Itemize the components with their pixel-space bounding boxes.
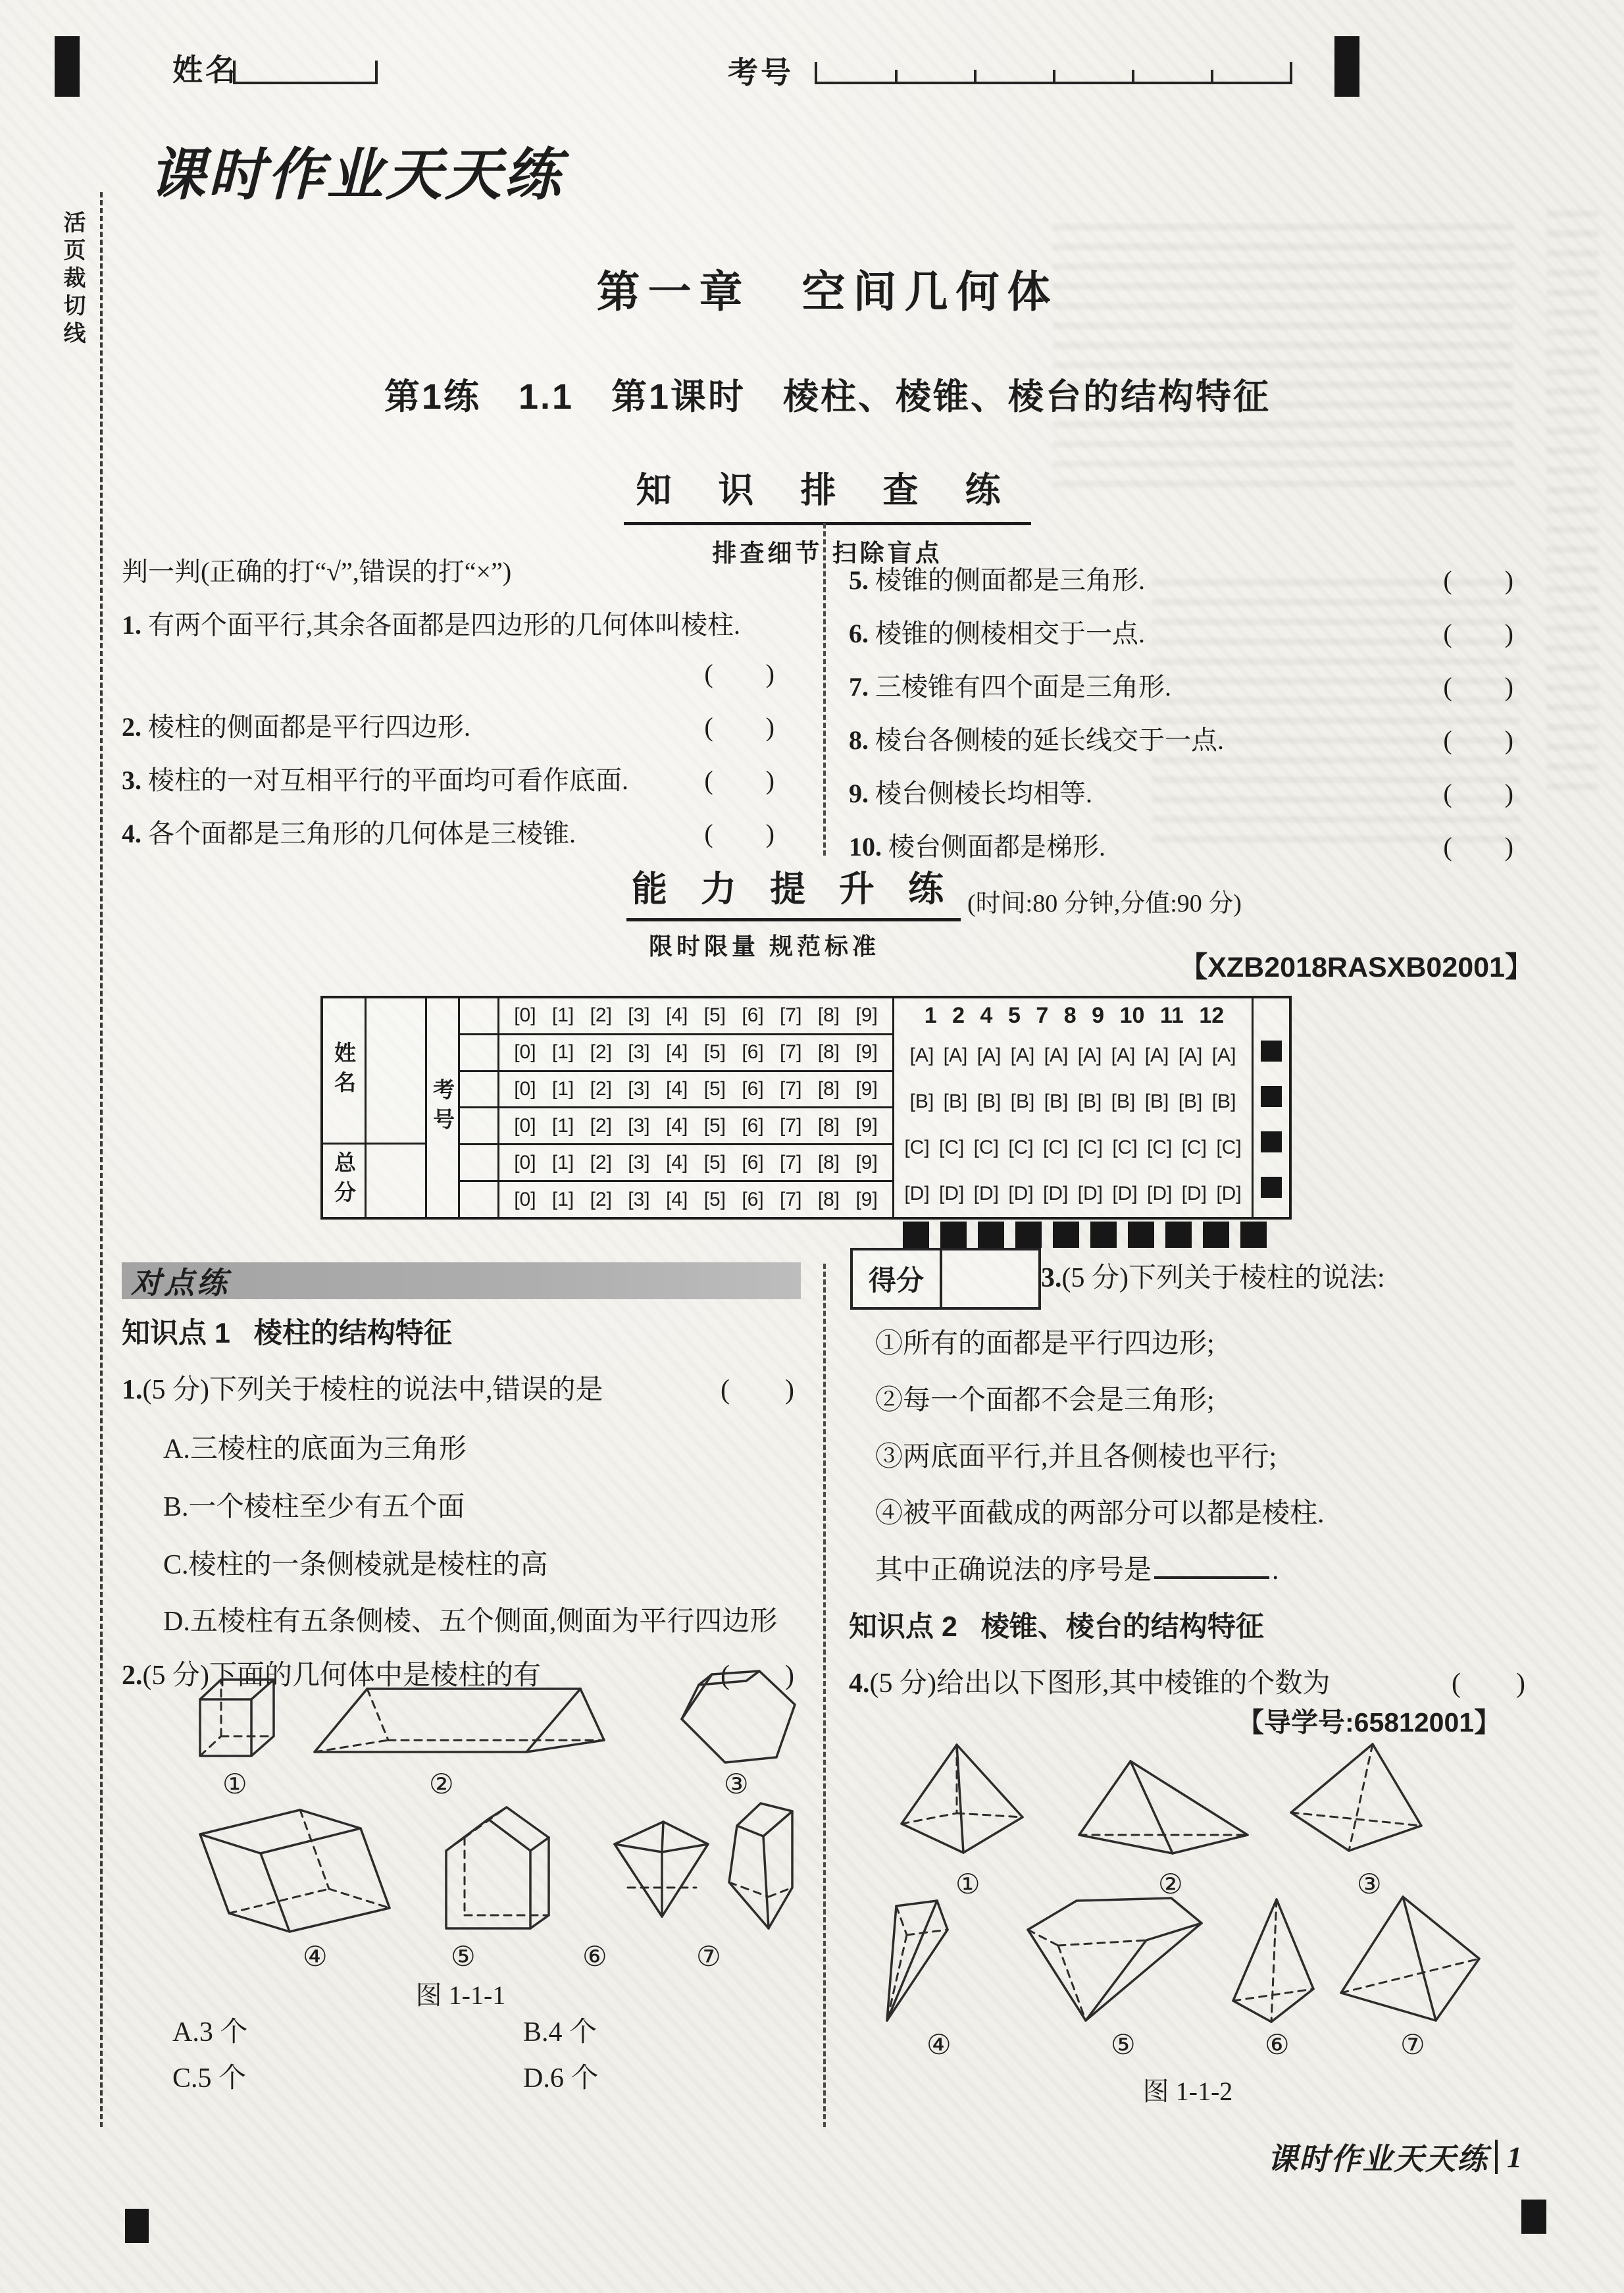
fig-cuboid-prism: [192, 1670, 284, 1761]
cut-line: [100, 192, 103, 2127]
question-3-tail-text: 其中正确说法的序号是: [875, 1555, 1152, 1585]
lesson-title: 第1练 1.1 第1课时 棱柱、棱锥、棱台的结构特征: [384, 377, 1271, 417]
question-3-tail-period: .: [1272, 1555, 1279, 1585]
question-1-option-b: B.一个棱柱至少有五个面: [163, 1492, 465, 1522]
segment-tick: [974, 70, 977, 82]
question-1-answer-paren: ( ): [721, 1375, 794, 1405]
judge-question: 5. 棱锥的侧面都是三角形. ( ): [849, 565, 1513, 595]
judge-question: 2. 棱柱的侧面都是平行四边形. ( ): [122, 712, 774, 742]
knowledge-point-1-title: 棱柱的结构特征: [253, 1318, 452, 1349]
fig2-label-2: ②: [1158, 1870, 1183, 1900]
fig-tetrahedron-tilted: [1282, 1739, 1443, 1856]
judge-question: 6. 棱锥的侧棱相交于一点. ( ): [849, 619, 1513, 648]
ability-section-header: [626, 861, 1242, 962]
timing-marks-bottom-row: [903, 1222, 1267, 1248]
digit-bubble-row: [0] [1] [2] [3] [4] [5] [6] [7] [8] [9]: [499, 998, 892, 1035]
fig-pentagonal-prism: [426, 1802, 568, 1934]
question-3-item-2: ②每一个面都不会是三角形;: [875, 1385, 1215, 1416]
question-1-option-d: D.五棱柱有五条侧棱、五个侧面,侧面为平行四边形: [163, 1607, 778, 1637]
question-3-item-4: ④被平面截成的两部分可以都是棱柱.: [875, 1499, 1325, 1529]
name-total-label-column: [323, 998, 367, 1217]
option-bubble-row: [B] [B] [B] [B] [B] [B] [B] [B] [B] [B]: [909, 1091, 1236, 1112]
fig-tetrahedron-wide: [1074, 1756, 1255, 1856]
timing-mark: [978, 1222, 1004, 1248]
question-number-row: [894, 998, 1252, 1033]
column-divider: [823, 1264, 826, 2127]
question-4-number: 4.: [849, 1668, 870, 1699]
question-3-number: 3.: [1041, 1263, 1062, 1293]
digit-bubble-row: [0] [1] [2] [3] [4] [5] [6] [7] [8] [9]: [514, 1188, 878, 1210]
fig1-label-4: ④: [303, 1942, 328, 1972]
judge-question: 10. 棱台侧面都是梯形. ( ): [849, 832, 1513, 862]
question-number: 9: [1092, 1002, 1105, 1028]
timing-marks-column: [1254, 998, 1289, 1217]
knowledge-check-subtitle: 排查细节 扫除盲点: [712, 540, 943, 567]
knowledge-check-left-column: [122, 556, 794, 850]
knowledge-point-2-label: 知识点 2: [849, 1611, 957, 1643]
question-2-answer-paren: ( ): [721, 1661, 794, 1691]
sheet-exam-label: 考号: [430, 1078, 455, 1137]
knowledge-point-2: [849, 1605, 1264, 1645]
fig1-caption: 图 1-1-1: [415, 1980, 506, 2010]
bleed-through-smudge: [1546, 197, 1599, 790]
fig1-label-7: ⑦: [696, 1942, 721, 1972]
fig-tall-pyramid: [1227, 1895, 1322, 2024]
knowledge-point-1-label: 知识点 1: [122, 1318, 230, 1349]
question-number: 10: [1119, 1002, 1145, 1028]
knowledge-point-1: [122, 1311, 452, 1351]
question-2-number: 2.: [122, 1661, 143, 1691]
question-1: [122, 1368, 794, 1407]
fig2-label-7: ⑦: [1400, 2030, 1425, 2061]
segment-tick: [1053, 70, 1055, 82]
page-footer: [1267, 2135, 1522, 2178]
exam-number-write-line: [815, 62, 1292, 84]
question-1-option-a: A.三棱柱的底面为三角形: [163, 1434, 467, 1464]
spot-practice-banner: [122, 1262, 801, 1299]
name-label: 姓名: [172, 53, 238, 87]
judge-instruction: 判一判(正确的打“√”,错误的打“×”): [122, 557, 512, 586]
registration-mark-bottom-right: [1521, 2200, 1546, 2234]
question-2-option-c: C.5 个: [172, 2063, 247, 2094]
knowledge-check-right-column: [849, 565, 1525, 863]
digit-bubble-row: [0] [1] [2] [3] [4] [5] [6] [7] [8] [9]: [499, 1035, 892, 1072]
fig1-label-5: ⑤: [451, 1942, 476, 1972]
fig2-label-5: ⑤: [1111, 2030, 1136, 2061]
fig-quad-pyramid: [894, 1741, 1028, 1859]
question-number: 8: [1063, 1002, 1077, 1028]
fig-polygon-pyramid-apex-down: [1020, 1893, 1214, 2023]
question-3-item-3: ③两底面平行,并且各侧棱也平行;: [875, 1442, 1277, 1472]
score-box-value-cell: [942, 1250, 1038, 1307]
judge-question: 3. 棱柱的一对互相平行的平面均可看作底面. ( ): [122, 765, 774, 795]
question-2-text: (5 分)下面的几何体中是棱柱的有: [142, 1661, 541, 1691]
fig-oblique-prism: [195, 1805, 392, 1933]
fig-oblique-pyramid: [876, 1895, 998, 2024]
timing-mark: [1261, 1177, 1282, 1198]
fig-composite-polyhedron: [723, 1798, 801, 1933]
question-number: 4: [980, 1002, 993, 1028]
question-4-text: (5 分)给出以下图形,其中棱锥的个数为: [869, 1668, 1331, 1699]
timing-mark: [1261, 1131, 1282, 1152]
fig2-label-4: ④: [926, 2030, 952, 2061]
brand-title: 课时作业天天练: [149, 143, 563, 207]
question-3-item-1: ①所有的面都是平行四边形;: [875, 1329, 1215, 1359]
fig1-label-2: ②: [429, 1770, 454, 1800]
score-box: [850, 1248, 1041, 1310]
ability-meta: (时间:80 分钟,分值:90 分): [967, 890, 1242, 917]
footer-brand: 课时作业天天练: [1267, 2142, 1488, 2176]
exam-number-label: 考号: [728, 55, 794, 90]
question-1-text: (5 分)下列关于棱柱的说法中,错误的是: [142, 1375, 603, 1405]
question-number: 1: [924, 1002, 937, 1028]
fig1-label-3: ③: [724, 1770, 749, 1800]
registration-mark-top-left: [55, 36, 80, 97]
spot-practice-banner-text: 对点练: [131, 1266, 230, 1300]
bleed-through-smudge: [1053, 211, 1513, 487]
judge-question: 9. 棱台侧棱长均相等. ( ): [849, 779, 1513, 808]
timing-mark: [1053, 1222, 1079, 1248]
sheet-name-label: 姓名: [332, 1041, 356, 1100]
knowledge-check-title: 知 识 排 查 练: [624, 462, 1030, 525]
name-total-write-column: [367, 998, 427, 1217]
option-bubble-row: [D] [D] [D] [D] [D] [D] [D] [D] [D] [D]: [904, 1183, 1242, 1204]
score-box-label: 得分: [853, 1250, 942, 1307]
column-divider: [823, 523, 826, 856]
cut-line-label: 活页裁切线: [60, 211, 85, 349]
judge-question: 8. 棱台各侧棱的延长线交于一点. ( ): [849, 725, 1513, 755]
knowledge-point-2-title: 棱锥、棱台的结构特征: [980, 1611, 1264, 1643]
knowledge-check-header: [122, 462, 1533, 569]
judge-question: 4. 各个面都是三角形的几何体是三棱锥. ( ): [122, 819, 774, 848]
exam-number-write-column: [460, 998, 499, 1217]
timing-mark: [903, 1222, 929, 1248]
registration-mark-bottom-left: [125, 2209, 149, 2243]
chapter-title: 第一章 空间几何体: [596, 267, 1059, 316]
timing-mark: [1240, 1222, 1267, 1248]
option-bubble-row: [C] [C] [C] [C] [C] [C] [C] [C] [C] [C]: [904, 1137, 1242, 1158]
judge-question: 1. 有两个面平行,其余各面都是四边形的几何体叫棱柱.: [122, 610, 740, 640]
timing-mark: [1165, 1222, 1192, 1248]
exam-number-label-column: [427, 998, 460, 1217]
question-3-text: (5 分)下列关于棱柱的说法:: [1061, 1263, 1385, 1293]
question-number: 11: [1159, 1002, 1184, 1028]
ability-subtitle: 限时限量 规范标准: [649, 933, 880, 960]
segment-tick: [895, 70, 898, 82]
timing-mark: [940, 1222, 967, 1248]
digit-bubble-row: [0] [1] [2] [3] [4] [5] [6] [7] [8] [9]: [499, 1108, 892, 1145]
footer-page-number: 1: [1507, 2140, 1522, 2174]
timing-mark: [1090, 1222, 1117, 1248]
digit-bubble-row: [0] [1] [2] [3] [4] [5] [6] [7] [8] [9]: [499, 1072, 892, 1109]
answer-blank-line: [1154, 1572, 1269, 1579]
question-3: [1041, 1256, 1385, 1295]
ability-title: 能 力 提 升 练: [626, 861, 961, 921]
segment-tick: [1132, 70, 1134, 82]
footer-divider: [1495, 2140, 1498, 2174]
fig-triangular-prism-horizontal: [309, 1680, 615, 1760]
timing-mark: [1015, 1222, 1042, 1248]
registration-mark-top-right: [1334, 36, 1359, 97]
fig-hexagonal-prism: [672, 1666, 801, 1766]
question-number: 12: [1199, 1002, 1225, 1028]
paper-code: 【XZB2018RASXB02001】: [1179, 952, 1533, 983]
fig2-label-6: ⑥: [1265, 2030, 1290, 2061]
question-2-option-d: D.6 个: [523, 2063, 599, 2094]
judge-answer-paren: ( ): [704, 659, 774, 688]
digit-bubble-row: [0] [1] [2] [3] [4] [5] [6] [7] [8] [9]: [499, 1145, 892, 1182]
question-4-answer-paren: ( ): [1452, 1668, 1525, 1699]
sheet-total-label: 总分: [332, 1151, 356, 1211]
option-section: [894, 998, 1254, 1217]
guide-code: 【导学号:65812001】: [1237, 1707, 1502, 1738]
question-number: 2: [952, 1002, 965, 1028]
question-4: [849, 1661, 1525, 1701]
name-write-line: [233, 61, 378, 84]
question-3-answer-line: [875, 1548, 1279, 1587]
fig2-caption: 图 1-1-2: [1142, 2076, 1233, 2106]
answer-sheet-card: [320, 996, 1292, 1220]
question-number: 7: [1036, 1002, 1049, 1028]
fig2-label-1: ①: [955, 1870, 980, 1900]
question-2-option-b: B.4 个: [523, 2017, 597, 2048]
timing-mark: [1261, 1086, 1282, 1107]
judge-question: 7. 三棱锥有四个面是三角形. ( ): [849, 672, 1513, 702]
question-1-option-c: C.棱柱的一条侧棱就是棱柱的高: [163, 1550, 548, 1580]
timing-mark: [1128, 1222, 1154, 1248]
question-2-option-a: A.3 个: [172, 2017, 248, 2048]
digit-grid: [499, 998, 894, 1217]
fig1-label-1: ①: [222, 1770, 247, 1800]
fig1-label-6: ⑥: [582, 1942, 607, 1972]
option-bubble-row: [A] [A] [A] [A] [A] [A] [A] [A] [A] [A]: [909, 1044, 1236, 1066]
fig-wedge-solid: [604, 1814, 719, 1920]
timing-mark: [1203, 1222, 1229, 1248]
segment-tick: [1211, 70, 1213, 82]
question-1-number: 1.: [122, 1375, 143, 1405]
fig2-label-3: ③: [1357, 1870, 1382, 1900]
question-number: 5: [1007, 1002, 1021, 1028]
letter-rows: [894, 1033, 1252, 1217]
timing-mark: [1261, 1041, 1282, 1062]
fig-kite-tetrahedron: [1332, 1893, 1486, 2023]
